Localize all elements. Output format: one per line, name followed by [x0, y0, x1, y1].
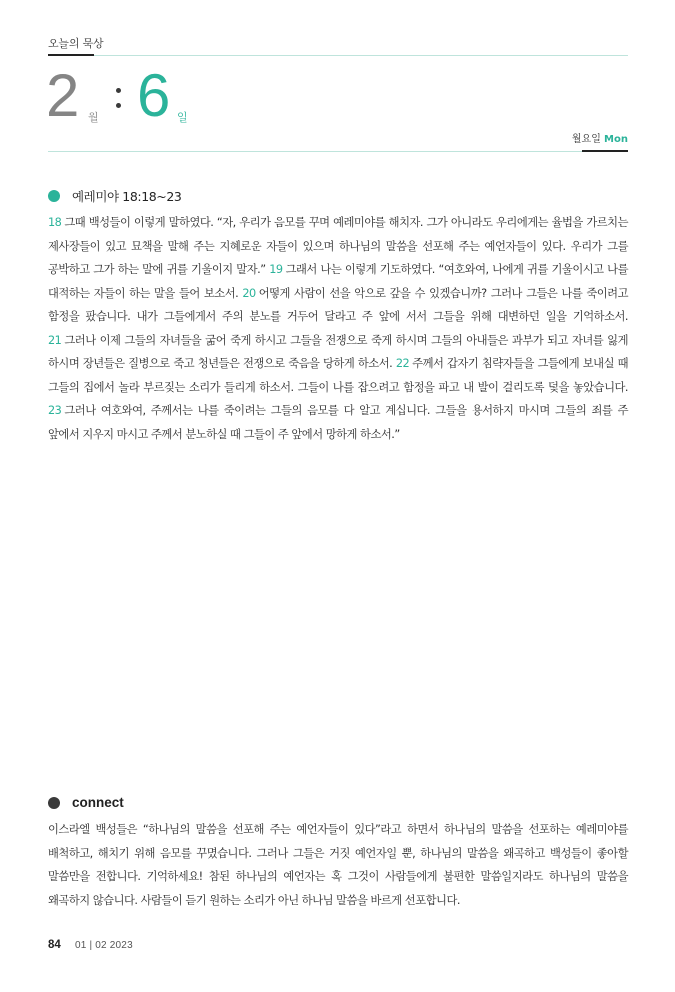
verse-text: 그래서 나는 이렇게 기도하였다. “여호와여, 나에게 귀를 기울이시고 나를 대적하는 자들이 하는 말을 들어 보소서.: [48, 263, 629, 300]
month-number: 2: [46, 62, 80, 129]
scripture-heading: [48, 187, 181, 205]
section-label-underline: [48, 54, 94, 56]
connect-heading: [48, 795, 124, 810]
verse-number: 18: [48, 216, 62, 229]
verse-text: 주께서 갑자기 침략자들을 그들에게 보내실 때 그들의 집에서 놀라 부르짖는 소리가 들리게 하소서. 그들이 나를 잡으려고 함정을 파고 내 발이 걸리도록 덫을 놓았습니다.: [48, 357, 628, 394]
middle-divider: [48, 151, 582, 152]
connect-paragraph: 이스라엘 백성들은 “하나님의 말씀을 선포해 주는 예언자들이 있다”라고 하면서 하나님의 말씀을 선포하는 예레미야를 배척하고, 해치기 위해 음모를 꾸몄습니다. 그러나 그들은 거짓 예언자일 뿐, 하나님의 말씀을 왜곡하고 백성들이 좋아할 말씀만을 전합니다. 기억하세요! 참된 하나님의 예언자는 혹 그것이 사람들에게 불편한 말씀일지라도 하나님의 말씀을 왜곡하지 않습니다. 사람들이 듣기 원하는 소리가 아닌 하나님 말씀을 바르게 선포합니다.: [48, 823, 628, 907]
separator-dot-top: [116, 88, 121, 93]
weekday-english: Mon: [604, 134, 628, 145]
connect-title: connect: [72, 795, 124, 810]
section-label: 오늘의 묵상: [48, 37, 104, 50]
top-divider: [94, 55, 628, 56]
weekday-korean: 월요일: [571, 134, 601, 145]
verse-text: 그러나 이제 그들의 자녀들을 굶어 죽게 하시고 그들을 전쟁으로 죽게 하시며 그들의 아내들은 과부가 되고 자녀를 잃게 하시며 장년들은 질병으로 죽고 청년들은 전쟁으로 죽음을 당하게 하소서.: [48, 333, 628, 370]
date-separator: [116, 82, 122, 114]
verse-number: 23: [48, 404, 62, 417]
verse-number: 21: [48, 333, 62, 347]
verse-number: 19: [269, 263, 283, 276]
month-unit: 월: [88, 111, 99, 124]
verse-text: 어떻게 사람이 선을 악으로 갚을 수 있겠습니까? 그러나 그들은 나를 죽이려고 함정을 팠습니다. 내가 그들에게서 주의 분노를 거두어 달라고 주 앞에 서서 그들을 위해 대변하던 일을 기억하소서.: [48, 286, 628, 323]
weekday: [572, 130, 628, 145]
scripture-passage: [48, 211, 628, 446]
connect-bullet-icon: [48, 797, 60, 809]
issue-date: 01 | 02 2023: [75, 940, 133, 951]
verse-text: 그때 백성들이 이렇게 말하였다. “자, 우리가 음모를 꾸며 예레미야를 해치자. 그가 아니라도 우리에게는 율법을 가르치는 제사장들이 있고 묘책을 말해 주는 지혜로운 자들이 있으며 하나님의 말씀을 선포해 주는 예언자들이 있다. 우리가 그를 공박하고 그가 하는 말에 귀를 기울이지 말자.”: [48, 216, 628, 276]
weekday-underline: [582, 150, 628, 152]
day-unit: 일: [177, 111, 188, 124]
day-number: 6: [137, 62, 171, 129]
page-number: 84: [48, 939, 61, 951]
verse-text: 그러나 여호와여, 주께서는 나를 죽이려는 그들의 음모를 다 알고 계십니다. 그들을 용서하지 마시며 그들의 죄를 주 앞에서 지우지 마시고 주께서 분노하실 때 그들이 주 앞에서 망하게 하소서.”: [48, 404, 628, 441]
separator-dot-bottom: [116, 103, 121, 108]
verse-number: 20: [242, 286, 256, 300]
scripture-bullet-icon: [48, 190, 60, 202]
scripture-reference: 예레미야 18:18~23: [72, 189, 182, 204]
verse-number: 22: [395, 357, 410, 370]
